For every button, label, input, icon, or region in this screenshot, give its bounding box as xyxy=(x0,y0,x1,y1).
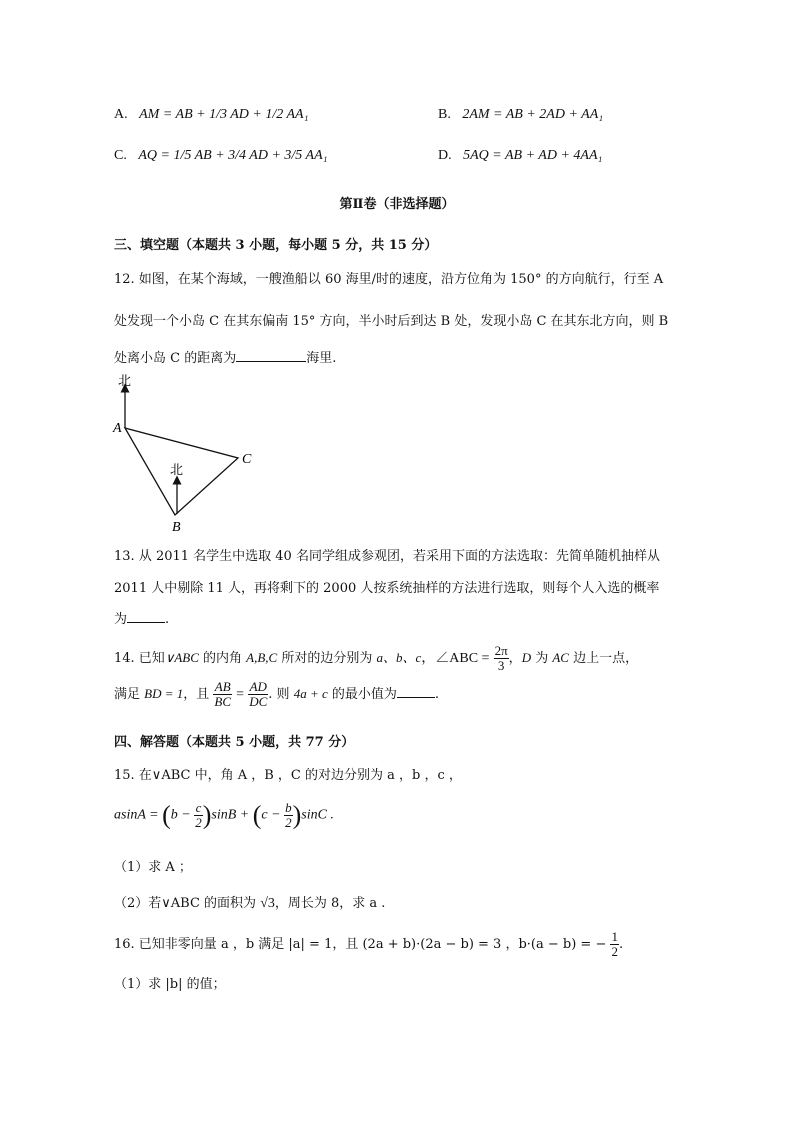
option-a-expr: AM = AB + 1/3 AD + 1/2 AA₁ xyxy=(139,107,309,122)
q13-line2: 2011 人中剔除 11 人，再将剩下的 2000 人按系统抽样的方法进行选取，则每个人入选的概率 xyxy=(114,581,660,596)
paren-open: ( xyxy=(162,800,171,830)
q14-line2 xyxy=(114,680,439,709)
q14-bd: BD = 1 xyxy=(144,686,184,701)
section3-title: 三、填空题（本题共 3 小题，每小题 5 分，共 15 分） xyxy=(114,238,438,253)
option-b-label: B. xyxy=(438,107,451,122)
option-b-expr: 2AM = AB + 2AD + AA₁ xyxy=(462,107,604,122)
q14-text: 所对的边分别为 xyxy=(277,651,377,666)
option-b xyxy=(438,107,603,123)
q16-part1: （1）求 |b| 的值； xyxy=(114,977,226,992)
q13-line3 xyxy=(114,608,169,627)
q14-point-d: D xyxy=(521,650,532,665)
option-d-label: D. xyxy=(438,148,452,163)
q14-text: ，且 xyxy=(183,687,210,702)
answer-blank xyxy=(236,349,306,362)
frac-den: 3 xyxy=(494,658,509,673)
q14-text: 的最小值为 xyxy=(327,687,397,702)
q14-sides: a、b、c xyxy=(376,650,422,665)
q15-part1: （1）求 A ； xyxy=(114,860,192,875)
q14-text: . 则 xyxy=(268,687,294,702)
q12-line3-post: 海里. xyxy=(306,351,337,366)
q14-text: 的内角 xyxy=(198,651,247,666)
option-a xyxy=(114,107,308,123)
q15-line1: 15. 在∨ABC 中，角 A ，B ，C 的对边分别为 a ，b ，c ， xyxy=(114,768,462,783)
q16-text: 16. 已知非零向量 a ，b 满足 |a| = 1，且 (2a + b)·(2a − b) = 3 ，b·(a − b) = − xyxy=(114,937,607,952)
q13-line3-pre: 为 xyxy=(114,612,128,627)
eq-part: sinB + xyxy=(211,807,250,823)
frac-den: 2 xyxy=(285,815,292,830)
frac-num: 2π xyxy=(494,643,508,658)
q15-text: （2）若∨ABC 的面积为 xyxy=(114,896,261,911)
q14-frac-ab-bc xyxy=(213,680,232,709)
part2-title: 第Ⅱ卷（非选择题） xyxy=(339,197,455,212)
q13-line1: 13. 从 2011 名学生中选取 40 名同学组成参观团，若采用下面的方法选取：先简单随机抽样从 xyxy=(114,549,660,564)
section4-title: 四、解答题（本题共 5 小题，共 77 分） xyxy=(114,735,355,750)
q14-text: 边上一点， xyxy=(568,651,639,666)
eq-part: c − xyxy=(261,807,281,823)
q16-text: . xyxy=(618,937,624,952)
q14-text: . xyxy=(434,687,440,702)
option-a-label: A. xyxy=(114,107,128,122)
frac-num: b xyxy=(285,800,292,815)
eq-part: b − xyxy=(170,807,191,823)
answer-blank xyxy=(127,610,165,623)
q14-angles: A,B,C xyxy=(246,650,278,665)
point-b-label: B xyxy=(172,520,181,535)
q12-line3 xyxy=(114,347,336,366)
q15-sqrt3: √3 xyxy=(260,896,275,911)
q14-side-ac: AC xyxy=(552,650,569,665)
q14-angle-eq: ，∠ABC = xyxy=(421,651,490,666)
q16-line1 xyxy=(114,930,623,959)
q14-frac-angle xyxy=(494,644,509,673)
point-c-label: C xyxy=(242,452,252,467)
q14-equals: = xyxy=(236,687,245,702)
answer-blank xyxy=(397,685,435,698)
q12-line3-pre: 处离小岛 C 的距离为 xyxy=(114,351,237,366)
eq-part: asinA = xyxy=(114,807,159,823)
frac-b-2 xyxy=(284,801,293,830)
north-label-2: 北 xyxy=(170,462,184,477)
frac-num: c xyxy=(195,800,202,815)
q14-text: 14. 已知 xyxy=(114,651,165,666)
frac-den: BC xyxy=(214,694,232,709)
paren-close: ) xyxy=(292,800,302,830)
q13-line3-post: . xyxy=(165,612,170,627)
q12-line2: 处发现一个小岛 C 在其东偏南 15° 方向，半小时后到达 B 处，发现小岛 C 在其东北方向，则 B xyxy=(114,314,669,329)
frac-den: 2 xyxy=(195,815,202,830)
frac-den: DC xyxy=(249,694,268,709)
frac-c-2 xyxy=(194,801,203,830)
frac-den: 2 xyxy=(611,944,618,959)
q14-frac-ad-dc xyxy=(248,680,268,709)
q14-text: 为 xyxy=(531,651,553,666)
q14-text: 满足 xyxy=(114,687,145,702)
north-label-1: 北 xyxy=(118,373,132,388)
option-c-expr: AQ = 1/5 AB + 3/4 AD + 3/5 AA₁ xyxy=(138,148,328,163)
q15-equation xyxy=(114,801,334,830)
q14-line1 xyxy=(114,644,638,673)
q15-part2 xyxy=(114,892,385,912)
frac-num: 1 xyxy=(611,929,618,944)
option-d-expr: 5AQ = AB + AD + 4AA₁ xyxy=(463,148,603,163)
paren-close: ) xyxy=(202,800,212,830)
option-c-label: C. xyxy=(114,148,127,163)
q12-line1: 12. 如图，在某个海域，一艘渔船以 60 海里/时的速度，沿方位角为 150° 的方向航行，行至 A xyxy=(114,272,664,287)
frac-num: AB xyxy=(214,679,231,694)
paren-open: ( xyxy=(252,800,262,830)
q14-expr: 4a + c xyxy=(293,686,328,701)
frac-num: AD xyxy=(249,679,267,694)
option-c xyxy=(114,148,328,164)
q12-figure xyxy=(108,370,268,535)
frac-1-2 xyxy=(610,930,619,959)
q15-text: ，周长为 8，求 a . xyxy=(274,896,386,911)
point-a-label: A xyxy=(113,421,122,436)
q14-triangle: ∨ABC xyxy=(164,650,199,665)
eq-part: sinC . xyxy=(301,807,334,823)
option-d xyxy=(438,148,602,164)
q14-text: ， xyxy=(508,651,522,666)
